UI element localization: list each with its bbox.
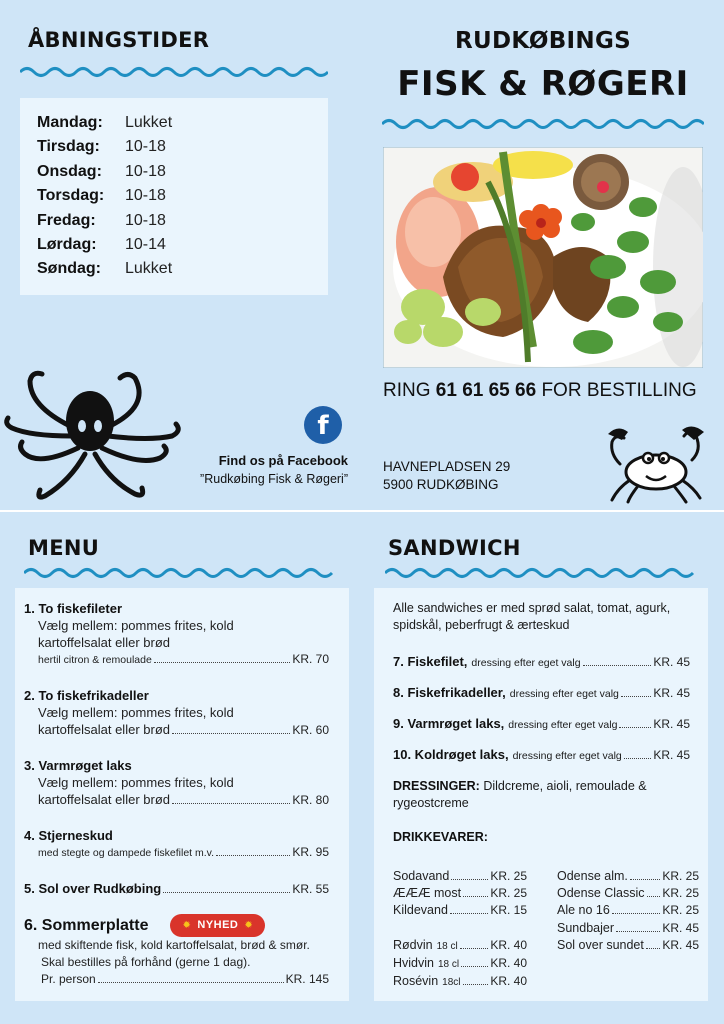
drink-price: KR. 45 bbox=[662, 920, 699, 935]
facebook-title[interactable]: Find os på Facebook bbox=[218, 453, 348, 468]
dot-leader bbox=[630, 879, 660, 880]
dot-leader bbox=[463, 984, 489, 985]
dot-leader bbox=[624, 758, 652, 759]
menu-item[interactable] bbox=[24, 880, 329, 898]
drink-name: Sol over sundet bbox=[557, 937, 644, 952]
drink-price: KR. 40 bbox=[490, 937, 527, 952]
hours-day: Torsdag: bbox=[37, 187, 105, 205]
drink-price: KR. 15 bbox=[490, 903, 527, 918]
dot-leader bbox=[612, 913, 660, 914]
sandwich-panel bbox=[374, 588, 708, 1001]
menu-item-desc: Vælg mellem: pommes frites, kold bbox=[38, 775, 234, 790]
menu-item-price: KR. 60 bbox=[292, 723, 329, 737]
dot-leader bbox=[98, 982, 284, 983]
hours-time: 10-18 bbox=[125, 162, 166, 180]
hours-time: Lukket bbox=[125, 114, 173, 131]
dot-leader bbox=[619, 727, 651, 728]
hours-row bbox=[37, 184, 328, 208]
dot-leader bbox=[460, 948, 489, 949]
drink-name: Kildevand bbox=[393, 903, 448, 918]
drinks-label: DRIKKEVARER: bbox=[393, 830, 488, 844]
menu-panel bbox=[15, 588, 349, 1001]
sandwich-name: 10. Koldrøget laks, bbox=[393, 747, 509, 762]
sandwich-item[interactable] bbox=[393, 685, 690, 700]
menu-item-price-line bbox=[24, 844, 329, 862]
menu-item-title: 4. Stjerneskud bbox=[24, 828, 113, 843]
dot-leader bbox=[647, 896, 661, 897]
menu-item-price-line bbox=[24, 971, 329, 988]
sandwich-intro: Alle sandwiches er med sprød salat, tomat, agurk, spidskål, peberfrugt & ærteskud bbox=[393, 601, 671, 632]
hours-list bbox=[37, 111, 328, 282]
brand-line1: RUDKØBINGS bbox=[454, 28, 632, 54]
drink-name: Ale no 16 bbox=[557, 903, 610, 918]
drink-price: KR. 25 bbox=[662, 869, 699, 883]
hours-day: Mandag: bbox=[37, 114, 103, 131]
drink-name: Odense Classic bbox=[557, 886, 645, 901]
menu-item-price-line bbox=[24, 721, 329, 739]
hours-day: Fredag: bbox=[37, 211, 96, 229]
dot-leader bbox=[583, 665, 652, 666]
drink-price: KR. 45 bbox=[662, 937, 699, 952]
hours-day: Lørdag: bbox=[37, 236, 97, 254]
address-city: 5900 RUDKØBING bbox=[383, 477, 499, 492]
drink-size: 18 cl bbox=[436, 940, 458, 952]
drink-item[interactable] bbox=[557, 868, 699, 885]
sandwich-item[interactable] bbox=[393, 747, 690, 762]
sandwich-title: SANDWICH bbox=[388, 536, 521, 560]
menu-item-price-line bbox=[24, 791, 329, 809]
menu-item-title: 5. Sol over Rudkøbing bbox=[24, 881, 162, 896]
sun-icon: ✹ bbox=[244, 920, 254, 931]
dot-leader bbox=[163, 892, 290, 893]
food-photo bbox=[383, 147, 703, 368]
drink-item[interactable] bbox=[557, 920, 699, 937]
menu-item[interactable] bbox=[24, 827, 329, 862]
facebook-icon[interactable]: f bbox=[304, 406, 342, 444]
dot-leader bbox=[172, 733, 290, 734]
drink-name: Rødvin bbox=[393, 937, 433, 952]
drink-name: ÆÆÆ most bbox=[393, 886, 462, 901]
dot-leader bbox=[646, 948, 660, 949]
menu-title: MENU bbox=[28, 536, 100, 560]
hours-panel bbox=[20, 98, 328, 295]
drink-size: 18cl bbox=[442, 977, 461, 989]
menu-item-price: KR. 70 bbox=[292, 652, 329, 666]
wave-divider bbox=[382, 116, 704, 132]
menu-item-title: 6. Sommerplatte bbox=[24, 917, 149, 934]
sandwich-list bbox=[393, 654, 690, 762]
hours-time: 10-14 bbox=[125, 236, 166, 254]
crab-icon bbox=[600, 424, 712, 504]
hours-row bbox=[37, 209, 328, 233]
menu-item-price: KR. 80 bbox=[292, 793, 329, 807]
dot-leader bbox=[154, 662, 291, 663]
menu-item-desc: Vælg mellem: pommes frites, kold bbox=[38, 705, 234, 720]
menu-item[interactable] bbox=[24, 600, 329, 669]
hours-row bbox=[37, 233, 328, 257]
menu-item-price: KR. 145 bbox=[285, 972, 329, 986]
address-street: HAVNEPLADSEN 29 bbox=[383, 459, 511, 474]
drink-item[interactable] bbox=[393, 902, 527, 919]
menu-item-special[interactable] bbox=[24, 914, 329, 988]
drink-item[interactable] bbox=[393, 955, 527, 973]
drink-name: Odense alm. bbox=[557, 869, 628, 883]
dressings bbox=[393, 778, 690, 812]
hours-title: ÅBNINGSTIDER bbox=[28, 28, 210, 52]
drink-name: Hvidvin bbox=[393, 955, 434, 970]
drinks-area bbox=[393, 854, 699, 994]
menu-item-note: Pr. person bbox=[41, 972, 96, 986]
drinks-right-column bbox=[557, 868, 699, 954]
dot-leader bbox=[451, 879, 488, 880]
sandwich-price: KR. 45 bbox=[653, 748, 690, 762]
menu-item-price-line bbox=[24, 880, 329, 898]
badge-label: NYHED bbox=[197, 919, 239, 931]
hours-day: Søndag: bbox=[37, 260, 101, 278]
hours-day: Tirsdag: bbox=[37, 138, 100, 156]
drink-item[interactable] bbox=[393, 937, 527, 955]
dot-leader bbox=[216, 855, 290, 856]
menu-item-desc: Skal bestilles på forhånd (gerne 1 dag). bbox=[41, 955, 251, 969]
sandwich-item[interactable] bbox=[393, 654, 690, 669]
hours-time: 10-18 bbox=[125, 211, 166, 229]
dot-leader bbox=[463, 896, 488, 897]
phone-number[interactable]: 61 61 65 66 bbox=[435, 380, 537, 401]
brand-line2: FISK & RØGERI bbox=[397, 64, 689, 104]
menu-item[interactable] bbox=[24, 757, 329, 809]
sandwich-price: KR. 45 bbox=[653, 717, 690, 731]
order-phone-line bbox=[383, 380, 713, 402]
dot-leader bbox=[450, 913, 488, 914]
dressings-label: DRESSINGER: bbox=[393, 779, 480, 793]
wave-divider bbox=[20, 64, 328, 80]
menu-item-price-line bbox=[24, 651, 329, 669]
menu-item-title: 1. To fiskefileter bbox=[24, 601, 123, 616]
wave-divider bbox=[385, 565, 695, 581]
drink-price: KR. 25 bbox=[662, 903, 699, 918]
menu-item-price: KR. 55 bbox=[292, 882, 329, 896]
menu-item-desc: kartoffelsalat eller brød bbox=[38, 635, 170, 650]
drink-item[interactable] bbox=[393, 868, 527, 885]
ring-prefix: RING bbox=[383, 380, 431, 401]
hours-time: 10-18 bbox=[125, 187, 166, 205]
drink-item[interactable] bbox=[393, 973, 527, 991]
drink-price: KR. 25 bbox=[490, 869, 527, 883]
drink-item[interactable] bbox=[557, 885, 699, 902]
drink-size: 18 cl bbox=[438, 958, 460, 970]
sandwich-name: 7. Fiskefilet, bbox=[393, 654, 468, 669]
sandwich-note: dressing efter eget valg bbox=[508, 719, 618, 731]
wave-divider bbox=[24, 565, 334, 581]
hours-row bbox=[37, 135, 328, 159]
dot-leader bbox=[616, 931, 660, 932]
drink-price: KR. 40 bbox=[490, 955, 527, 970]
drinks-left-column bbox=[393, 868, 527, 991]
drink-name: Sodavand bbox=[393, 869, 450, 883]
hours-row bbox=[37, 257, 328, 281]
dressings-text: Dildcreme, aioli, remoulade & rygeostcreme bbox=[393, 779, 647, 810]
sandwich-name: 8. Fiskefrikadeller, bbox=[393, 685, 506, 700]
hours-time: Lukket bbox=[125, 260, 173, 278]
sun-icon: ✹ bbox=[182, 920, 192, 931]
hours-day: Onsdag: bbox=[37, 162, 102, 180]
menu-item-note: med stegte og dampede fiskefilet m.v. bbox=[38, 847, 215, 859]
address bbox=[383, 458, 510, 494]
sandwich-note: dressing efter eget valg bbox=[512, 750, 622, 762]
menu-item-title: 2. To fiskefrikadeller bbox=[24, 688, 149, 703]
sandwich-item[interactable] bbox=[393, 716, 690, 731]
drink-price: KR. 40 bbox=[490, 974, 527, 989]
menu-item-note: kartoffelsalat eller brød bbox=[38, 792, 170, 807]
hours-time: 10-18 bbox=[125, 138, 166, 156]
dot-leader bbox=[461, 966, 488, 967]
drink-price: KR. 25 bbox=[490, 886, 527, 901]
sandwich-note: dressing efter eget valg bbox=[471, 657, 581, 669]
sandwich-note: dressing efter eget valg bbox=[509, 688, 619, 700]
sandwich-price: KR. 45 bbox=[653, 686, 690, 700]
menu-item-price: KR. 95 bbox=[292, 845, 329, 859]
drink-item[interactable] bbox=[557, 902, 699, 919]
facebook-page-name: ”Rudkøbing Fisk & Røgeri” bbox=[200, 472, 348, 486]
sandwich-name: 9. Varmrøget laks, bbox=[393, 716, 505, 731]
menu-item[interactable] bbox=[24, 687, 329, 739]
dot-leader bbox=[621, 696, 651, 697]
menu-item-title: 3. Varmrøget laks bbox=[24, 758, 132, 773]
menu-item-desc: Vælg mellem: pommes frites, kold bbox=[38, 618, 234, 633]
dot-leader bbox=[172, 803, 290, 804]
drink-name: Rosévin bbox=[393, 974, 439, 989]
hours-row bbox=[37, 111, 328, 135]
ring-suffix: FOR BESTILLING bbox=[541, 380, 697, 401]
drink-item[interactable] bbox=[393, 885, 527, 902]
menu-item-desc: med skiftende fisk, kold kartoffelsalat, brød & smør. bbox=[38, 938, 310, 952]
section-divider bbox=[0, 510, 724, 512]
drink-price: KR. 25 bbox=[662, 886, 699, 901]
menu-item-note: kartoffelsalat eller brød bbox=[38, 722, 170, 737]
new-badge bbox=[170, 914, 265, 937]
hours-row bbox=[37, 160, 328, 184]
drink-item[interactable] bbox=[557, 937, 699, 954]
menu-item-note: hertil citron & remoulade bbox=[38, 654, 152, 666]
sandwich-price: KR. 45 bbox=[653, 655, 690, 669]
drink-name: Sundbajer bbox=[557, 920, 614, 935]
